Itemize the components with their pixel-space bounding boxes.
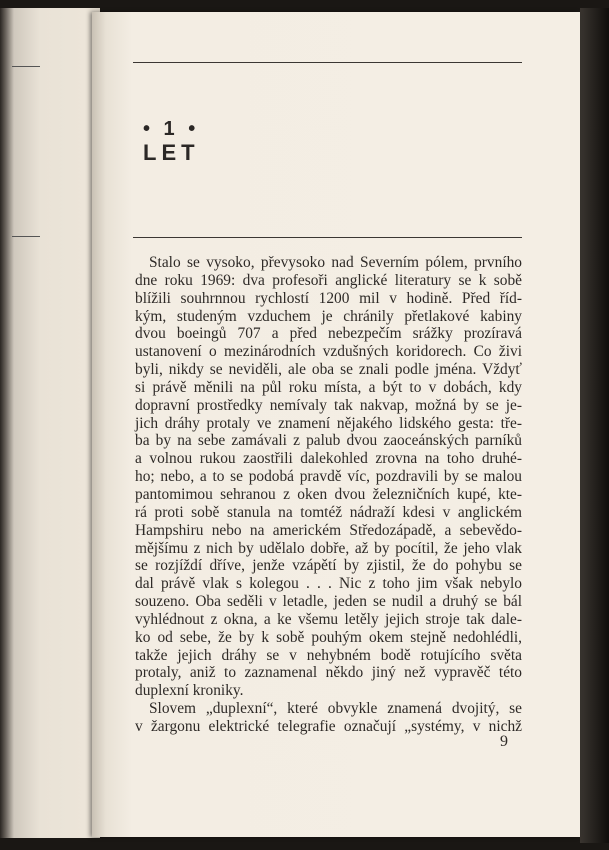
text-line: dal právě vlak s kolegou . . . Nic z toho jim však nebylo <box>135 575 522 593</box>
text-line: kým, studeným vzduchem je chránily přetlakové kabiny <box>135 307 522 325</box>
text-line: byli, nikdy se neviděli, ale oba se znali podle jména. Vždyť <box>135 361 522 379</box>
chapter-number: • 1 • <box>143 118 200 140</box>
text-line: protaly, aniž to zaznamenal někdo jiný než vypravěč této <box>135 664 522 682</box>
text-line: duplexní kroniky. <box>135 682 244 700</box>
page-number: 9 <box>500 733 508 750</box>
book-cover-edge <box>580 8 609 843</box>
previous-page-edge <box>0 8 100 838</box>
chapter-rule <box>133 237 522 238</box>
text-line: ho; nebo, a to se podobá pravdě víc, pozdravili by se malou <box>135 468 522 486</box>
text-line: a volnou rukou zaostřili dalekohled zrovna na toho druhé- <box>135 450 522 468</box>
text-line: ko od sebe, že by k sobě pouhým okem stejně nedohlédli, <box>135 628 522 646</box>
chapter-title: LET <box>143 140 200 165</box>
text-line: pantomimou sehranou z oken dvou železničních kupé, kte- <box>135 485 522 503</box>
top-rule <box>133 62 522 63</box>
text-line: si právě měnili na půl roku místa, a být to v dobách, kdy <box>135 378 522 396</box>
text-line: jich dráhy protaly ve znamení nějakého lidského gesta: tře- <box>135 414 522 432</box>
text-line: se rozjíždí dříve, jenže vzápětí by zjistil, že do pohybu se <box>135 557 522 575</box>
text-line: Stalo se vysoko, převysoko nad Severním pólem, prvního <box>149 254 522 271</box>
text-line: ba by na sebe zamávali z palub dvou zaoceánských parníků <box>135 432 522 450</box>
text-line: souzeno. Oba seděli v letadle, jeden se nudil a druhý se bál <box>135 593 522 611</box>
text-line: Slovem „duplexní“, které obvykle znamená dvojitý, se <box>149 700 522 718</box>
text-line: mějšímu z nich by udělalo dobře, až by pocítil, že jeho vlak <box>135 539 522 557</box>
text-line: dvou boeingů 707 a před nebezpečím srážky prozíravá <box>135 325 522 343</box>
text-line: blížili souhrnnou rychlostí 1200 mil v hodině. Před říd- <box>135 289 522 307</box>
text-line: v žargonu elektrické telegrafie označují „systémy, v nichž <box>135 717 522 735</box>
text-line: rá proti sobě stanula na tomtéž nádraží kdesi v anglickém <box>135 503 522 521</box>
bleed-through-rule <box>12 236 40 237</box>
body-text <box>135 254 522 736</box>
text-line: vyhlédnout z okna, a ke všemu letěly jejich stroje tak dale- <box>135 610 522 628</box>
bleed-through-rule <box>12 66 40 67</box>
text-line: dne roku 1969: dva profesoři anglické literatury se k sobě <box>135 271 522 289</box>
text-line: dopravní prostředky nemívaly tak nakvap, možná by se je- <box>135 396 522 414</box>
text-line: Hampshiru nebo na americkém Středozápadě, a sebevědo- <box>135 521 522 539</box>
text-line: takže jejich dráhy se v nehybném bodě rotujícího světa <box>135 646 522 664</box>
text-line: ustanovení o mezinárodních vzdušných koridorech. Co živi <box>135 343 522 361</box>
